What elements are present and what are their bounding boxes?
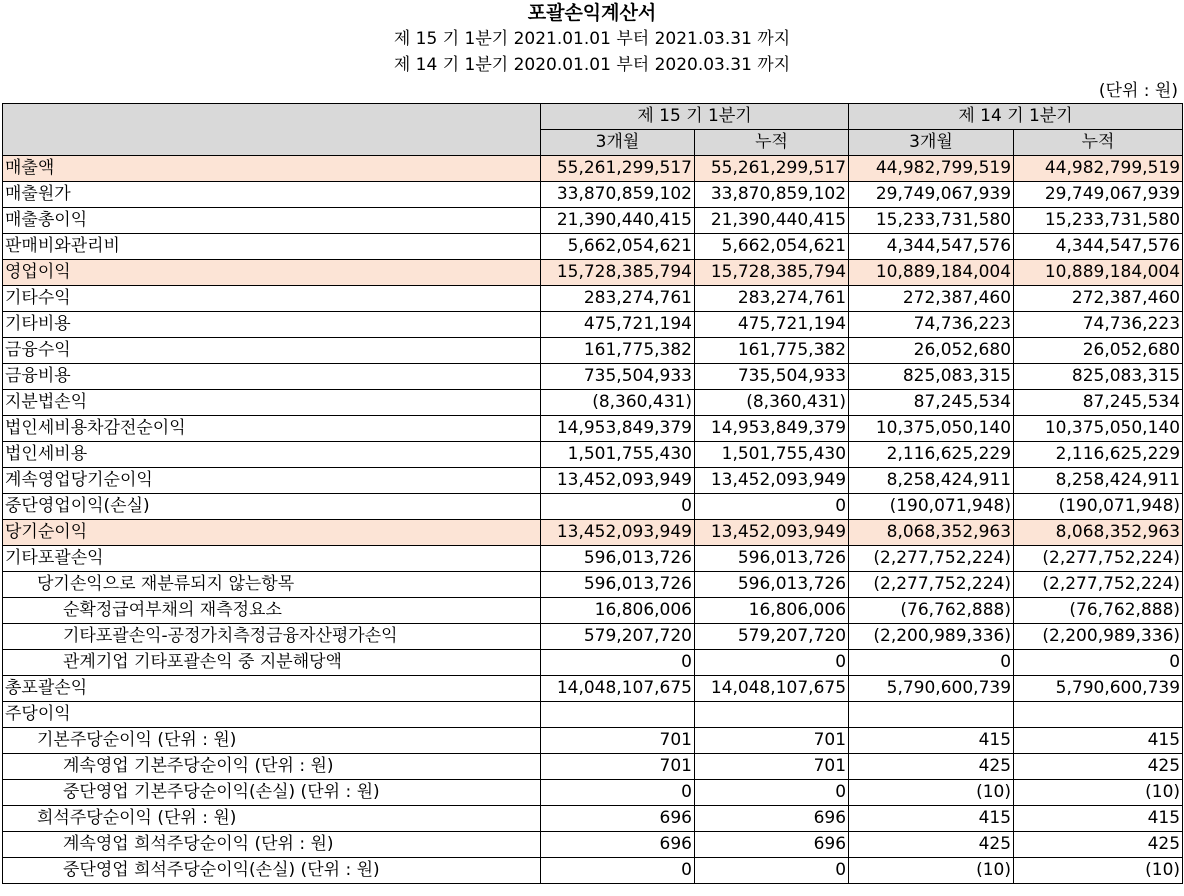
row-value: (8,360,431) xyxy=(695,390,849,416)
table-row xyxy=(3,390,1183,416)
row-value: 4,344,547,576 xyxy=(1014,234,1183,260)
row-value: 16,806,006 xyxy=(695,598,849,624)
row-value: 0 xyxy=(1014,650,1183,676)
row-label: 계속영업 희석주당순이익 (단위 : 원) xyxy=(3,832,541,858)
table-row xyxy=(3,442,1183,468)
row-value: 696 xyxy=(695,806,849,832)
row-value: 701 xyxy=(695,728,849,754)
row-value: (8,360,431) xyxy=(541,390,695,416)
row-value: 74,736,223 xyxy=(849,312,1014,338)
row-value: 272,387,460 xyxy=(1014,286,1183,312)
row-value: 696 xyxy=(541,806,695,832)
row-label: 법인세비용 xyxy=(3,442,541,468)
row-value: 10,889,184,004 xyxy=(1014,260,1183,286)
row-value: 596,013,726 xyxy=(695,572,849,598)
table-row xyxy=(3,702,1183,728)
row-value: 696 xyxy=(695,832,849,858)
statement-title: 포괄손익계산서 xyxy=(527,2,657,24)
row-value: 283,274,761 xyxy=(695,286,849,312)
row-label: 기본주당순이익 (단위 : 원) xyxy=(3,728,541,754)
row-label: 기타포괄손익-공정가치측정금융자산평가손익 xyxy=(3,624,541,650)
row-value: 0 xyxy=(541,494,695,520)
row-value: 475,721,194 xyxy=(695,312,849,338)
row-value: 2,116,625,229 xyxy=(1014,442,1183,468)
row-value: 33,870,859,102 xyxy=(541,182,695,208)
row-label: 희석주당순이익 (단위 : 원) xyxy=(3,806,541,832)
row-value: 735,504,933 xyxy=(695,364,849,390)
row-value: 8,258,424,911 xyxy=(1014,468,1183,494)
income-statement-table xyxy=(2,103,1183,884)
row-label: 매출원가 xyxy=(3,182,541,208)
row-value: 5,790,600,739 xyxy=(1014,676,1183,702)
row-value: 701 xyxy=(541,728,695,754)
row-value: (190,071,948) xyxy=(849,494,1014,520)
row-label: 매출총이익 xyxy=(3,208,541,234)
row-value: 13,452,093,949 xyxy=(695,468,849,494)
row-value: 425 xyxy=(849,832,1014,858)
row-value: 696 xyxy=(541,832,695,858)
row-value: 425 xyxy=(1014,832,1183,858)
row-value: 10,375,050,140 xyxy=(1014,416,1183,442)
row-value: 596,013,726 xyxy=(541,572,695,598)
table-row xyxy=(3,598,1183,624)
row-value: (10) xyxy=(849,858,1014,884)
row-value: 44,982,799,519 xyxy=(849,156,1014,182)
row-label: 지분법손익 xyxy=(3,390,541,416)
row-value: (190,071,948) xyxy=(1014,494,1183,520)
row-value: 14,048,107,675 xyxy=(695,676,849,702)
row-value: 596,013,726 xyxy=(695,546,849,572)
row-label: 매출액 xyxy=(3,156,541,182)
table-row xyxy=(3,780,1183,806)
row-value: 283,274,761 xyxy=(541,286,695,312)
row-value: 0 xyxy=(695,494,849,520)
row-label: 총포괄손익 xyxy=(3,676,541,702)
row-value: 21,390,440,415 xyxy=(695,208,849,234)
table-row xyxy=(3,156,1183,182)
row-value: 0 xyxy=(541,780,695,806)
group-header-current: 제 15 기 1분기 xyxy=(541,104,849,130)
row-value: 0 xyxy=(541,650,695,676)
row-value: 825,083,315 xyxy=(1014,364,1183,390)
sub-header-prior-3m: 3개월 xyxy=(849,130,1014,156)
row-value: 74,736,223 xyxy=(1014,312,1183,338)
table-row xyxy=(3,728,1183,754)
table-row xyxy=(3,468,1183,494)
row-value: 15,233,731,580 xyxy=(1014,208,1183,234)
row-value: (2,277,752,224) xyxy=(849,546,1014,572)
row-value: 0 xyxy=(695,858,849,884)
table-body xyxy=(3,156,1183,884)
row-value: (10) xyxy=(1014,858,1183,884)
table-row xyxy=(3,312,1183,338)
table-row xyxy=(3,364,1183,390)
row-label: 주당이익 xyxy=(3,702,541,728)
row-value: (2,277,752,224) xyxy=(1014,572,1183,598)
row-label: 기타비용 xyxy=(3,312,541,338)
row-value: (10) xyxy=(1014,780,1183,806)
table-row xyxy=(3,858,1183,884)
row-value: (2,277,752,224) xyxy=(1014,546,1183,572)
row-value: 13,452,093,949 xyxy=(541,468,695,494)
row-value: (76,762,888) xyxy=(849,598,1014,624)
unit-label: (단위 : 원) xyxy=(1098,81,1178,101)
row-value: 735,504,933 xyxy=(541,364,695,390)
row-value: 13,452,093,949 xyxy=(695,520,849,546)
table-row xyxy=(3,208,1183,234)
row-value: 15,728,385,794 xyxy=(695,260,849,286)
row-value: (2,200,989,336) xyxy=(1014,624,1183,650)
table-row xyxy=(3,494,1183,520)
row-value: 14,048,107,675 xyxy=(541,676,695,702)
row-value xyxy=(1014,702,1183,728)
row-value: 415 xyxy=(1014,806,1183,832)
row-value: 16,806,006 xyxy=(541,598,695,624)
row-value: 14,953,849,379 xyxy=(541,416,695,442)
period-current: 제 15 기 1분기 2021.01.01 부터 2021.03.31 까지 xyxy=(393,29,791,49)
table-row xyxy=(3,234,1183,260)
table-row xyxy=(3,286,1183,312)
row-value: 21,390,440,415 xyxy=(541,208,695,234)
row-value: 15,728,385,794 xyxy=(541,260,695,286)
row-label: 영업이익 xyxy=(3,260,541,286)
row-value: 2,116,625,229 xyxy=(849,442,1014,468)
row-label: 기타포괄손익 xyxy=(3,546,541,572)
row-label: 금융수익 xyxy=(3,338,541,364)
row-value: 0 xyxy=(849,650,1014,676)
statement-header xyxy=(0,2,1184,78)
row-value: 4,344,547,576 xyxy=(849,234,1014,260)
row-value: 5,662,054,621 xyxy=(695,234,849,260)
row-value: 26,052,680 xyxy=(849,338,1014,364)
row-value: 596,013,726 xyxy=(541,546,695,572)
row-value: 87,245,534 xyxy=(849,390,1014,416)
sub-header-current-cum: 누적 xyxy=(695,130,849,156)
table-row xyxy=(3,832,1183,858)
table-row xyxy=(3,650,1183,676)
row-value: 1,501,755,430 xyxy=(541,442,695,468)
row-label: 중단영업이익(손실) xyxy=(3,494,541,520)
row-value: 0 xyxy=(541,858,695,884)
row-value: 26,052,680 xyxy=(1014,338,1183,364)
row-label: 계속영업당기순이익 xyxy=(3,468,541,494)
row-value: 701 xyxy=(695,754,849,780)
table-row xyxy=(3,572,1183,598)
period-prior: 제 14 기 1분기 2020.01.01 부터 2020.03.31 까지 xyxy=(393,55,791,75)
row-label: 중단영업 기본주당순이익(손실) (단위 : 원) xyxy=(3,780,541,806)
sub-header-prior-cum: 누적 xyxy=(1014,130,1183,156)
table-row xyxy=(3,416,1183,442)
row-label: 당기순이익 xyxy=(3,520,541,546)
sub-header-current-3m: 3개월 xyxy=(541,130,695,156)
row-value: 13,452,093,949 xyxy=(541,520,695,546)
row-value xyxy=(695,702,849,728)
table-header-row-group xyxy=(3,104,1183,130)
table-row xyxy=(3,338,1183,364)
group-header-prior: 제 14 기 1분기 xyxy=(849,104,1183,130)
row-value: 14,953,849,379 xyxy=(695,416,849,442)
row-value: 161,775,382 xyxy=(541,338,695,364)
row-value: 415 xyxy=(849,728,1014,754)
table-row xyxy=(3,754,1183,780)
row-value: 415 xyxy=(849,806,1014,832)
row-value: 5,662,054,621 xyxy=(541,234,695,260)
row-value: 1,501,755,430 xyxy=(695,442,849,468)
row-value: 29,749,067,939 xyxy=(849,182,1014,208)
row-value: (10) xyxy=(849,780,1014,806)
row-value: 10,889,184,004 xyxy=(849,260,1014,286)
table-row xyxy=(3,520,1183,546)
row-label: 금융비용 xyxy=(3,364,541,390)
row-value: 44,982,799,519 xyxy=(1014,156,1183,182)
table-row xyxy=(3,806,1183,832)
row-value: 0 xyxy=(695,780,849,806)
row-value: 8,068,352,963 xyxy=(1014,520,1183,546)
row-value: 5,790,600,739 xyxy=(849,676,1014,702)
row-value: 55,261,299,517 xyxy=(541,156,695,182)
row-value: 825,083,315 xyxy=(849,364,1014,390)
row-value: 425 xyxy=(849,754,1014,780)
table-row xyxy=(3,624,1183,650)
row-label: 당기손익으로 재분류되지 않는항목 xyxy=(3,572,541,598)
row-value: 33,870,859,102 xyxy=(695,182,849,208)
row-value: 425 xyxy=(1014,754,1183,780)
row-value: 701 xyxy=(541,754,695,780)
row-value: (2,277,752,224) xyxy=(849,572,1014,598)
row-value xyxy=(849,702,1014,728)
table-row xyxy=(3,260,1183,286)
row-value: 8,068,352,963 xyxy=(849,520,1014,546)
row-value: 272,387,460 xyxy=(849,286,1014,312)
row-label: 순확정급여부채의 재측정요소 xyxy=(3,598,541,624)
row-label: 관계기업 기타포괄손익 중 지분해당액 xyxy=(3,650,541,676)
row-value: 579,207,720 xyxy=(695,624,849,650)
row-label: 계속영업 기본주당순이익 (단위 : 원) xyxy=(3,754,541,780)
row-label: 판매비와관리비 xyxy=(3,234,541,260)
label-column-header xyxy=(3,104,541,156)
row-value: 55,261,299,517 xyxy=(695,156,849,182)
row-label: 기타수익 xyxy=(3,286,541,312)
row-value xyxy=(541,702,695,728)
row-value: 8,258,424,911 xyxy=(849,468,1014,494)
row-value: 161,775,382 xyxy=(695,338,849,364)
row-value: 415 xyxy=(1014,728,1183,754)
row-value: 87,245,534 xyxy=(1014,390,1183,416)
row-label: 법인세비용차감전순이익 xyxy=(3,416,541,442)
table-row xyxy=(3,182,1183,208)
row-value: 579,207,720 xyxy=(541,624,695,650)
row-label: 중단영업 희석주당순이익(손실) (단위 : 원) xyxy=(3,858,541,884)
table-row xyxy=(3,546,1183,572)
table-row xyxy=(3,676,1183,702)
row-value: 0 xyxy=(695,650,849,676)
row-value: (76,762,888) xyxy=(1014,598,1183,624)
row-value: 10,375,050,140 xyxy=(849,416,1014,442)
row-value: 29,749,067,939 xyxy=(1014,182,1183,208)
row-value: 15,233,731,580 xyxy=(849,208,1014,234)
row-value: (2,200,989,336) xyxy=(849,624,1014,650)
row-value: 475,721,194 xyxy=(541,312,695,338)
